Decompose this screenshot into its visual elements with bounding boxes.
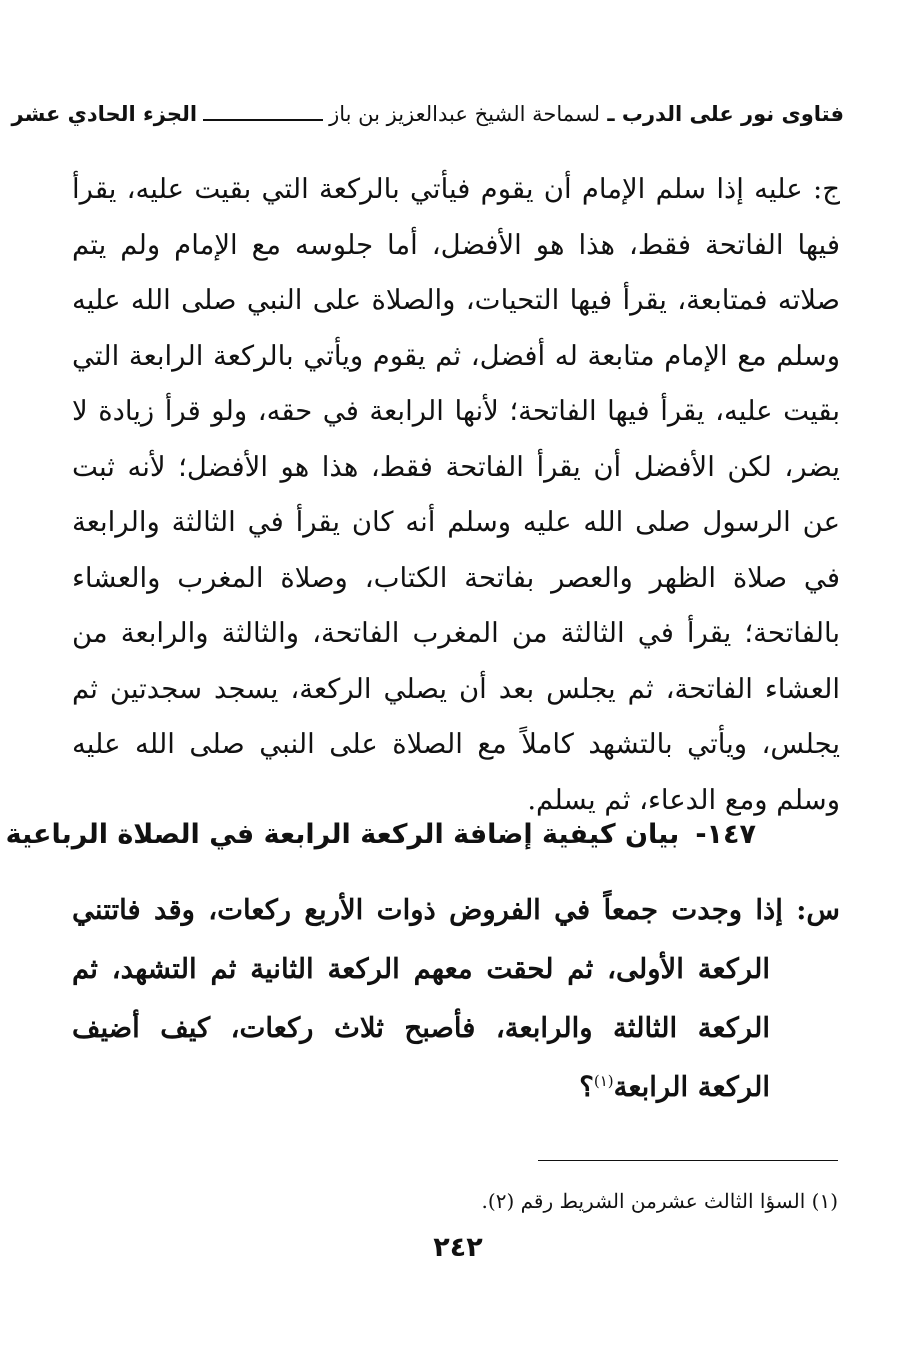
book-title: فتاوى نور على الدرب	[621, 102, 844, 126]
footnote-divider	[538, 1160, 838, 1161]
page-number: ٢٤٢	[433, 1232, 483, 1263]
question-paragraph	[72, 881, 840, 1117]
header-dash: ـ	[600, 102, 622, 126]
footnote: (١) السؤا الثالث عشرمن الشريط رقم (٢).	[481, 1189, 838, 1213]
question-number: ١٤٧-	[695, 819, 756, 850]
running-header	[11, 94, 844, 134]
question-text: س: إذا وجدت جمعاً في الفروض ذوات الأربع ركعات، وقد فاتتني الركعة الأولى، ثم لحقت معهم الركعة الثانية ثم التشهد، ثم الركعة الثالثة والرابعة، فأصبح ثلاث ركعات، كيف أضيف الركعة الرابعة	[72, 894, 840, 1103]
question-end-mark: ؟	[579, 1071, 594, 1103]
header-rule	[203, 119, 323, 121]
author-name: لسماحة الشيخ عبدالعزيز بن باز	[329, 102, 601, 126]
answer-paragraph: ج: عليه إذا سلم الإمام أن يقوم فيأتي بالركعة التي بقيت عليه، يقرأ فيها الفاتحة فقط، هذا هو الأفضل، أما جلوسه مع الإمام ولم يتم صلاته فمتابعة، يقرأ فيها التحيات، والصلاة على النبي صلى الله عليه وسلم مع الإمام متابعة له أفضل، ثم يقوم ويأتي بالركعة الرابعة التي بقيت عليه، يقرأ فيها الفاتحة؛ لأنها الرابعة في حقه، ولو قرأ زيادة لا يضر، لكن الأفضل أن يقرأ الفاتحة فقط، هذا هو الأفضل؛ لأنه ثبت عن الرسول صلى الله عليه وسلم أنه كان يقرأ في الثالثة والرابعة في صلاة الظهر والعصر بفاتحة الكتاب، وصلاة المغرب والعشاء بالفاتحة؛ يقرأ في الثالثة من المغرب الفاتحة، والثالثة والرابعة من العشاء الفاتحة، ثم يجلس بعد أن يصلي الركعة، يسجد سجدتين ثم يجلس، ويأتي بالتشهد كاملاً مع الصلاة على النبي صلى الله عليه وسلم ومع الدعاء، ثم يسلم.	[72, 173, 840, 816]
question-heading-text: بيان كيفية إضافة الركعة الرابعة في الصلاة الرباعية	[5, 819, 680, 850]
question-heading	[5, 810, 756, 860]
header-title-author	[197, 102, 844, 126]
footnote-reference: (١)	[593, 1071, 614, 1090]
volume-label: الجزء الحادي عشر	[11, 102, 198, 126]
